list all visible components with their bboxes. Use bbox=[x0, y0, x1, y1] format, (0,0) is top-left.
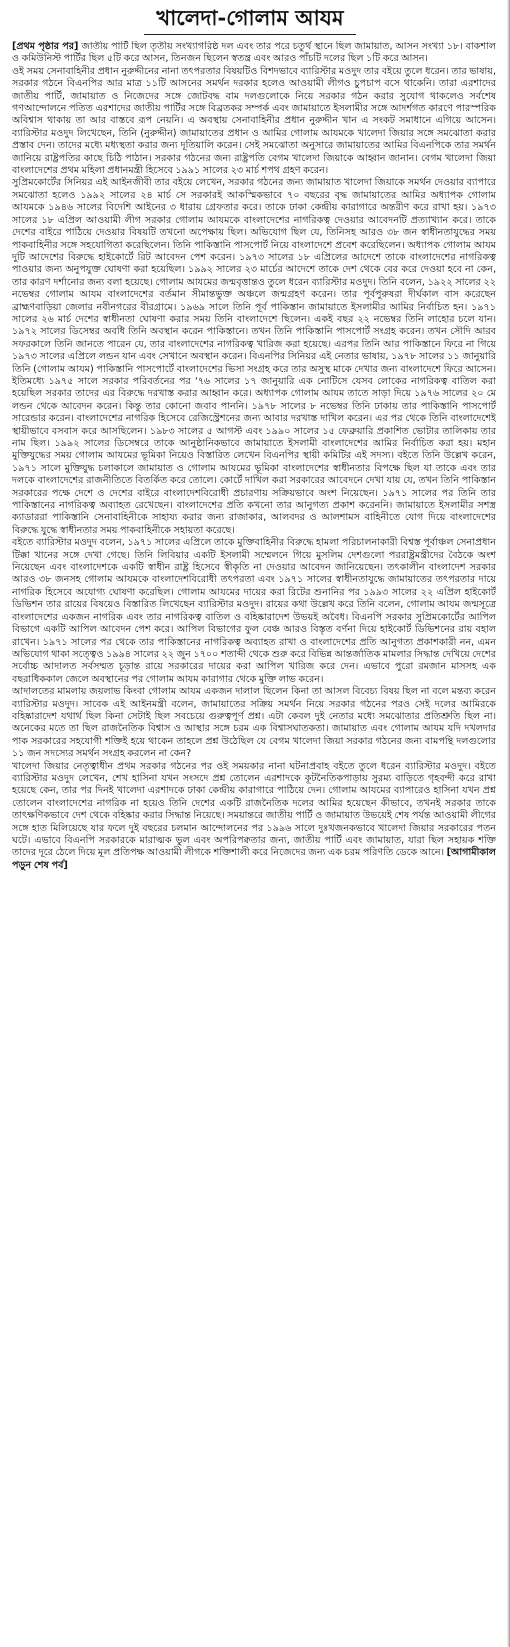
headline: খালেদা-গোলাম আযম bbox=[144, 4, 355, 35]
continuation-note: [আগামীকাল পড়ুন শেষ পর্ব] bbox=[12, 847, 496, 871]
headline-wrap bbox=[0, 4, 500, 35]
article-paragraph bbox=[12, 686, 496, 760]
paragraph-text: খালেদা জিয়ার নেতৃত্বাধীন প্রথম সরকার গঠনের পর ওই সময়কার নানা ঘটনাপ্রবাহ বইতে তুলে ধরেন ব্যারিস্টার মওদুদ। বইতে ব্যারিস্টার মওদুদ লেখেন, শেখ হাসিনা যখন সংসদে প্রশ্ন তোলেন এরশাদকে কূটনৈতিকপাড়ায় সুরম্য বাড়িতে গৃহবন্দী করে রাখা হয়েছে কেন, তার পর দিনই খালেদা এরশাদকে ঢাকা কেন্দ্রীয় কারাগারে পাঠিয়ে দেন। গোলাম আযমের ব্যাপারেও হাসিনা যখন প্রশ্ন তোলেন বাংলাদেশের নাগরিক না হয়েও তিনি দেশের একটি রাজনৈতিক দলের আমির হয়েছেন কীভাবে, তখনই সরকার তাকে তাৎক্ষণিকভাবে দেশ থেকে বহিষ্কার করার সিদ্ধান্ত নিয়েছে। সময়ান্তরে জাতীয় পার্টি ও জামায়াত উভয়েই শেষ পর্যন্ত আওয়ামী লীগের সঙ্গে হাত মিলিয়েছে যার ফলে দুই বছরের চলমান আন্দোলনের পর ১৯৯৬ সালে দুঃখজনকভাবে খালেদা জিয়ার সরকারের পতন ঘটে। এভাবে বিএনপি সরকারকে মারাত্মক ভুল এবং অপরিপক্বতার জন্য, জাতীয় পার্টি এবং জামায়াত, যারা ছিল সহায়ক শক্তি তাদের দূরে ঠেলে দিয়ে মূল প্রতিপক্ষ আওয়ামী লীগকে শক্তিশালী করে নিজেদের জন্য এক চরম পরিণতি ডেকে আনে। bbox=[12, 760, 496, 859]
article-paragraph bbox=[12, 537, 496, 686]
paragraph-text: ওই সময় সেনাবাহিনীর প্রধান নুরুদ্দীনের নানা তৎপরতার বিষয়টিও বিশদভাবে ব্যারিস্টার মওদুদ তার বইয়ে তুলে ধরেন। তার ভাষায়, সরকার গঠনে বিএনপির আর মাত্র ১১টি আসনের সমর্থন দরকার হলেও আওয়ামী লীগও চুপচাপ বসে থাকেনি। তারা এরশাদের জাতীয় পার্টি, জামায়াত ও নিজেদের সঙ্গে জোটবদ্ধ বাম দলগুলোকে নিয়ে সরকার গঠন করার সুযোগ থাকলেও সর্বশেষ গণআন্দোলনে পতিত এরশাদের জাতীয় পার্টির সঙ্গে বিব্রতকর সম্পর্ক এবং জামায়াতে ইসলামীর সঙ্গে আদর্শগত কারণে পারস্পরিক অবিশ্বাস থাকায় তা আর বাস্তবে রূপ নেয়নি। এ অবস্থায় সেনাবাহিনীর প্রধান নুরুদ্দীন খান এ সংকট সমাধানে এগিয়ে আসেন। ব্যারিস্টার মওদুদ লিখেছেন, তিনি (নুরুদ্দীন) জামায়াতের প্রধান ও আমির গোলাম আযমকে খালেদা জিয়ার সঙ্গে সমঝোতা করার প্রস্তাব দেন। তাদের মধ্যে মধ্যস্থতা করার জন্য দূতিয়ালি করেন। সেই সমঝোতা অনুসারে জামায়াতের আমির বিএনপিকে তার সমর্থন জানিয়ে রাষ্ট্রপতির কাছে চিঠি পাঠান। সরকার গঠনের জন্য রাষ্ট্রপতি বেগম খালেদা জিয়াকে আহ্বান জানান। বেগম খালেদা জিয়া বাংলাদেশের প্রথম মহিলা প্রধানমন্ত্রী হিসেবে ১৯৯১ সালের ২৩ মার্চ শপথ গ্রহণ করেন। bbox=[12, 65, 496, 177]
paragraph-text: জাতীয় পার্টি ছিল তৃতীয় সংখ্যাগরিষ্ঠ দল এবং তার পরে চতুর্থ স্থানে ছিল জামায়াত, আসন সংখ্যা ১৮। বাকশাল ও কমিউনিস্ট পার্টির ছিল ৫টি করে আসন, তিনজন ছিলেন স্বতন্ত্র এবং আরও পাঁচটি দলের ছিল ১টি করে আসন। bbox=[12, 41, 496, 65]
paragraph-text: বইতে ব্যারিস্টার মওদুদ বলেন, ১৯৭১ সালের এপ্রিলে তাকে মুক্তিবাহিনীর বিরুদ্ধে হামলা পরিচালনাকারী বিশ্বস্ত পূর্বাঞ্চল সেনাপ্রধান টিক্কা খানের সঙ্গে দেখা গেছে। তিনি লিবিয়ার একটি ইসলামী সম্মেলনে গিয়ে মুসলিম দেশগুলো পররাষ্ট্রমন্ত্রীদের বৈঠকে অংশ নিয়েছেন এবং বাংলাদেশকে একটি স্বাধীন রাষ্ট্র হিসেবে স্বীকৃতি না দেওয়ার আবেদন জানিয়েছেন। তৎকালীন বাংলাদেশ সরকার আরও ৩৮ জনসহ গোলাম আযমকে বাংলাদেশবিরোধী তৎপরতা এবং ১৯৭১ সালের স্বাধীনতাযুদ্ধে জামায়াতের তৎপরতার দায়ে নাগরিক হিসেবে অযোগ্য ঘোষণা করেছিল। গোলাম আযমের দায়ের করা রিটের শুনানির পর ১৯৯৩ সালের ২২ এপ্রিল হাইকোর্ট ডিভিশন তার রায়ের বিষয়েও বিস্তারিত লিখেছেন ব্যারিস্টার মওদুদ। রায়ের কথা উল্লেখ করে তিনি বলেন, গোলাম আযম জন্মসূত্রে বাংলাদেশের একজন নাগরিক এবং তার নাগরিকত্ব বাতিল ও বহিষ্কারাদেশ উভয়ই অবৈধ। বিএনপি সরকার সুপ্রিমকোর্টের আপিল বিভাগে একটি আপিল আবেদন পেশ করে। আপিল বিভাগের ফুল বেঞ্চ আরও বিস্তৃত বর্ণনা দিয়ে হাইকোর্ট ডিভিশনের রায় বহাল রাখেন। ১৯৭১ সালের পর থেকে তার পাকিস্তানের নাগরিকত্ব অব্যাহত রাখা ও বাংলাদেশের প্রতি আনুগত্য প্রকাশকারী নন, এমন অভিযোগ থাকা সত্ত্বেও ১৯৯৪ সালের ২২ জুন ১৭০০ শতাব্দী থেকে শুরু করে বিভিন্ন আন্তর্জাতিক মামলার সিদ্ধান্ত দেখিয়ে দেশের সর্বোচ্চ আদালত সর্বসম্মত চূড়ান্ত রায়ে সরকারের দায়ের করা আপিল খারিজ করে দেন। এভাবে পুরো রমজান মাসসহ এক বছরাধিককাল জেলে অবস্থানের পর গোলাম আযম কারাগার থেকে মুক্তি লাভ করেন। bbox=[12, 537, 496, 685]
paragraph-text: সুপ্রিমকোর্টের সিনিয়র এই আইনজীবী তার বইয়ে লেখেন, সরকার গঠনের জন্য জামায়াত খালেদা জিয়াকে সমর্থন দেওয়ার ব্যাপারে সমঝোতা হলেও ১৯৯২ সালের ২৪ মার্চ সে সরকারই আকস্মিকভাবে ৭০ বছরের বৃদ্ধ জামায়াতের আমির অধ্যাপক গোলাম আযমকে ১৯৪৬ সালের বিদেশি আইনের ৩ ধারায় গ্রেফতার করে। তাকে ঢাকা কেন্দ্রীয় কারাগারে অন্তরীণ করে রাখা হয়। ১৯৭৩ সালের ১৮ এপ্রিল আওয়ামী লীগ সরকার গোলাম আযমকে বাংলাদেশের নাগরিকত্ব দেওয়ার আবেদনটি প্রত্যাখ্যান করে। তাকে দেশের বাইরে পাঠিয়ে দেওয়ার বিষয়টি তখনো অপেক্ষায় ছিল। অভিযোগ ছিল যে, তিনিসহ আরও ৩৮ জন স্বাধীনতাযুদ্ধের সময় পাকবাহিনীর সঙ্গে সহযোগিতা করেছিলেন। তিনি পাকিস্তানি পাসপোর্ট নিয়ে বাংলাদেশে প্রবেশ করেছিলেন। অধ্যাপক গোলাম আযম দুটি আদেশের বিরুদ্ধে হাইকোর্টে রিট আবেদন পেশ করেন। ১৯৭৩ সালের ১৮ এপ্রিলের আদেশে তাকে বাংলাদেশের নাগরিকত্ব পাওয়ার জন্য অনুপযুক্ত ঘোষণা করা হয়েছিল। ১৯৯২ সালের ২৩ মার্চের আদেশে তাকে দেশ থেকে বের করে দেওয়া হবে না কেন, তার কারণ দর্শানোর জন্য বলা হয়েছে। গোলাম আযমের জন্মবৃত্তান্তও তুলে ধরেন ব্যারিস্টার মওদুদ। তিনি বলেন, ১৯২২ সালের ২২ নভেম্বর গোলাম আযম বাংলাদেশের বর্তমান সীমান্তভুক্ত অঞ্চলে জন্মগ্রহণ করেন। তার পূর্বপুরুষরা দীর্ঘকাল বাস করেছেন ব্রাহ্মণবাড়িয়া জেলার নবীনগরের বীরগ্রামে। ১৯৬৯ সালে তিনি পূর্ব পাকিস্তান জামায়াতে ইসলামীর আমির নির্বাচিত হন। ১৯৭১ সালের ২৬ মার্চ দেশের স্বাধীনতা ঘোষণা করার সময় তিনি বাংলাদেশে ছিলেন। একই বছর ২২ নভেম্বর তিনি লাহোর চলে যান। ১৯৭২ সালের ডিসেম্বর অবধি তিনি অবস্থান করেন পাকিস্তানে। তখন তিনি পাকিস্তানি পাসপোর্ট সংগ্রহ করেন। তখন সৌদি আরব সফরকালে তিনি জানতে পারেন যে, তার বাংলাদেশের নাগরিকত্ব খারিজ করা হয়েছে। এরপর তিনি আর পাকিস্তানে ফিরে না গিয়ে ১৯৭৩ সালের এপ্রিলে লন্ডন যান এবং সেখানে অবস্থান করেন। বিএনপির সিনিয়র এই নেতার ভাষায়, ১৯৭৮ সালের ১১ জানুয়ারি তিনি (গোলাম আযম) পাকিস্তানি পাসপোর্টে বাংলাদেশের ভিসা সংগ্রহ করে তার অসুস্থ মাকে দেখার জন্য বাংলাদেশে ফিরে আসেন। ইতিমধ্যে ১৯৭৫ সালে সরকার পরিবর্তনের পর '৭৬ সালের ১৭ জানুয়ারি এক নোটিসে যেসব লোকের নাগরিকত্ব বাতিল করা হয়েছিল সরকার তাদের এর বিরুদ্ধে দরখাস্ত করার আহ্বান করে। অধ্যাপক গোলাম আযম তাতে সাড়া দিয়ে ১৯৭৬ সালের ২০ মে লন্ডন থেকে আবেদন করেন। কিন্তু তার কোনো জবাব পাননি। ১৯৭৮ সালের ৮ নভেম্বর তিনি ঢাকায় তার পাকিস্তানি পাসপোর্ট সারেন্ডার করেন। বাংলাদেশের নাগরিক হিসেবে রেজিস্ট্রেশনের জন্য আবার দরখাস্ত দাখিল করেন। এর পর থেকে তিনি বাংলাদেশেই স্থায়ীভাবে বসবাস করে আসছিলেন। ১৯৮৩ সালের ৫ আগস্ট এবং ১৯৯০ সালের ১৫ ফেব্রুয়ারি প্রকাশিত ভোটার তালিকায় তার নাম ছিল। ১৯৯২ সালের ডিসেম্বরে তাকে আনুষ্ঠানিকভাবে জামায়াতে ইসলামী বাংলাদেশের আমির নির্বাচিত করা হয়। মহান মুক্তিযুদ্ধের সময় গোলাম আযমের ভূমিকা নিয়েও বিস্তারিত লেখেন বিএনপির স্থায়ী কমিটির এই সদস্য। বইতে তিনি উল্লেখ করেন, ১৯৭১ সালে মুক্তিযুদ্ধ চলাকালে জামায়াত ও গোলাম আযমের ভূমিকা বাংলাদেশের স্বাধীনতার বিপক্ষে ছিল যা তাকে এবং তার দলকে বাংলাদেশের রাজনীতিতে বিতর্কিত করে তোলে। কোর্টে দাখিল করা সরকারের আবেদনে দেখা যায় যে, তখন তিনি পাকিস্তান সরকারের পক্ষে দেশে ও দেশের বাইরে বাংলাদেশবিরোধী প্রচারণায় সক্রিয়ভাবে অংশ নিয়েছেন। ১৯৭১ সালের পর তিনি তার পাকিস্তানের নাগরিকত্ব অব্যাহত রেখেছেন। বাংলাদেশের প্রতি কখনো তার আনুগত্য প্রকাশ করেননি। জামায়াতে ইসলামীর সশস্ত্র ক্যাডাররা পাকিস্তানি সেনাবাহিনীকে সাহায্য করার জন্য রাজাকার, আলবদর ও আলশামস বাহিনীতে যোগ দিয়ে বাংলাদেশের বিরুদ্ধে যুদ্ধে স্বাধীনতার সময় পাকবাহিনীকে সহায়তা করেছে। bbox=[12, 177, 496, 536]
paragraph-text: আদালতের মামলায় জয়লাভ কিংবা গোলাম আযম একজন দালাল ছিলেন কিনা তা আসল বিবেচ্য বিষয় ছিল না বলে মন্তব্য করেন ব্যারিস্টার মওদুদ। সাবেক এই আইনমন্ত্রী বলেন, জামায়াতের সক্রিয় সমর্থন নিয়ে সরকার গঠনের পরও সেই দলের আমিরকে বহিষ্কারাদেশ যথার্থ ছিল কিনা সেটাই ছিল সবচেয়ে গুরুত্বপূর্ণ প্রশ্ন। এটা কেবল দুই নেতার মধ্যে সমঝোতার প্রতিশ্রুতি ছিল না। অনেকের মতে তা ছিল রাজনৈতিক বিশ্বাস ও আস্থার সঙ্গে চরম এক বিশ্বাসঘাতকতা। জামায়াত এবং গোলাম আযম যদি দখলদার পাক সরকারের সহযোগী শক্তিই হয়ে থাকেন তাহলে প্রশ্ন উঠেছিল যে বেগম খালেদা জিয়া সরকার গঠনের জন্য বামপন্থি দলগুলোর ১১ জন সদস্যের সমর্থন সংগ্রহ করলেন না কেন? bbox=[12, 686, 496, 760]
continued-from-kicker: [প্রথম পৃষ্ঠার পর] bbox=[12, 41, 79, 52]
article-paragraph bbox=[12, 66, 496, 178]
article-paragraph bbox=[12, 177, 496, 537]
article-body bbox=[12, 41, 496, 1641]
article-paragraph bbox=[12, 41, 496, 66]
article-paragraph bbox=[12, 761, 496, 873]
